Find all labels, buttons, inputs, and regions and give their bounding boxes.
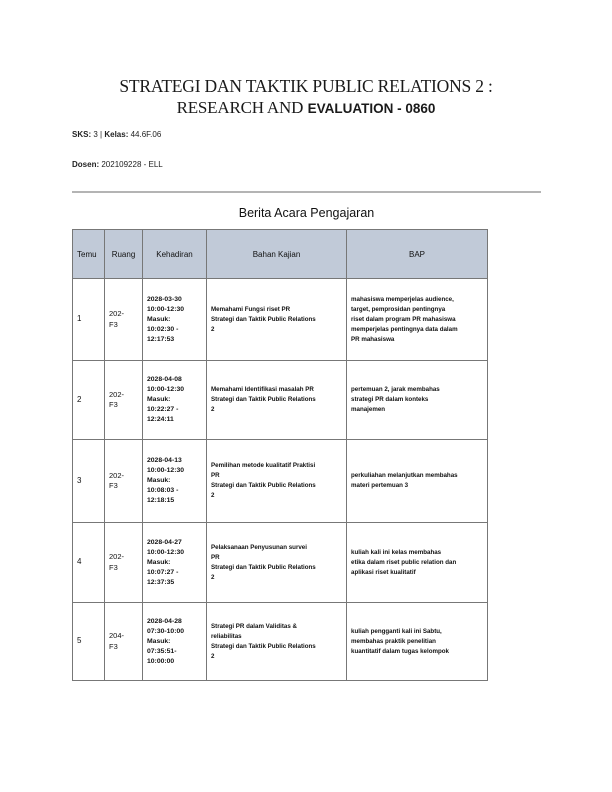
title-line-1: STRATEGI DAN TAKTIK PUBLIC RELATIONS 2 : bbox=[119, 76, 493, 96]
lecturer-meta bbox=[72, 160, 163, 169]
table-row bbox=[73, 603, 488, 681]
teaching-record-table bbox=[72, 229, 488, 681]
cell-bahan-kajian: Strategi PR dalam Validitas & reliabilitas Strategi dan Taktik Public Relations 2 bbox=[207, 603, 347, 681]
cell-ruang: 202- F3 bbox=[105, 279, 143, 361]
table-row bbox=[73, 440, 488, 523]
cell-temu: 5 bbox=[73, 603, 105, 681]
table-row bbox=[73, 523, 488, 603]
cell-bahan-kajian: Pemilihan metode kualitatif Praktisi PR Strategi dan Taktik Public Relations 2 bbox=[207, 440, 347, 523]
table-title: Berita Acara Pengajaran bbox=[238, 206, 375, 220]
header-temu: Temu bbox=[73, 230, 105, 279]
cell-ruang: 202- F3 bbox=[105, 440, 143, 523]
cell-bap: kuliah pengganti kali ini Sabtu, membahas praktik penelitian kuantitatif dalam tugas kelompok bbox=[347, 603, 488, 681]
table-row bbox=[73, 361, 488, 440]
cell-kehadiran: 2028-04-08 10:00-12:30 Masuk: 10:22:27 - 12:24:11 bbox=[143, 361, 207, 440]
header-bahan-kajian: Bahan Kajian bbox=[207, 230, 347, 279]
cell-bahan-kajian: Pelaksanaan Penyusunan survei PR Strategi dan Taktik Public Relations 2 bbox=[207, 523, 347, 603]
table-header-row bbox=[73, 230, 488, 279]
table-row bbox=[73, 279, 488, 361]
kelas-value: 44.6F.06 bbox=[130, 130, 162, 139]
course-meta bbox=[72, 130, 161, 139]
header-kehadiran: Kehadiran bbox=[143, 230, 207, 279]
cell-bahan-kajian: Memahami Fungsi riset PR Strategi dan Taktik Public Relations 2 bbox=[207, 279, 347, 361]
title-line-2-part-b: EVALUATION - 0860 bbox=[307, 101, 436, 116]
cell-kehadiran: 2028-04-13 10:00-12:30 Masuk: 10:08:03 - 12:18:15 bbox=[143, 440, 207, 523]
cell-kehadiran: 2028-04-27 10:00-12:30 Masuk: 10:07:27 - 12:37:35 bbox=[143, 523, 207, 603]
dosen-value: 202109228 - ELL bbox=[101, 160, 163, 169]
cell-ruang: 202- F3 bbox=[105, 361, 143, 440]
cell-bap: kuliah kali ini kelas membahas etika dalam riset public relation dan aplikasi riset kualitatif bbox=[347, 523, 488, 603]
cell-kehadiran: 2028-03-30 10:00-12:30 Masuk: 10:02:30 - 12:17:53 bbox=[143, 279, 207, 361]
header-ruang: Ruang bbox=[105, 230, 143, 279]
divider bbox=[72, 191, 541, 193]
title-line-2-part-a: RESEARCH AND bbox=[176, 98, 304, 117]
dosen-label: Dosen: bbox=[72, 160, 100, 169]
cell-ruang: 204- F3 bbox=[105, 603, 143, 681]
document-title bbox=[0, 76, 612, 120]
cell-bap: perkuliahan melanjutkan membahas materi pertemuan 3 bbox=[347, 440, 488, 523]
cell-temu: 3 bbox=[73, 440, 105, 523]
sks-label: SKS: bbox=[72, 130, 92, 139]
meta-separator: | bbox=[100, 130, 103, 139]
sks-value: 3 bbox=[93, 130, 98, 139]
cell-bahan-kajian: Memahami Identifikasi masalah PR Strategi dan Taktik Public Relations 2 bbox=[207, 361, 347, 440]
kelas-label: Kelas: bbox=[104, 130, 129, 139]
cell-temu: 4 bbox=[73, 523, 105, 603]
header-bap: BAP bbox=[347, 230, 488, 279]
title-line-2 bbox=[0, 97, 612, 120]
cell-bap: pertemuan 2, jarak membahas strategi PR dalam konteks manajemen bbox=[347, 361, 488, 440]
cell-ruang: 202- F3 bbox=[105, 523, 143, 603]
cell-kehadiran: 2028-04-28 07:30-10:00 Masuk: 07:35:51- 10:00:00 bbox=[143, 603, 207, 681]
cell-bap: mahasiswa memperjelas audience, target, pemprosidan pentingnya riset dalam program PR mahasiswa memperjelas pentingnya data dalam PR mahasiswa bbox=[347, 279, 488, 361]
cell-temu: 2 bbox=[73, 361, 105, 440]
cell-temu: 1 bbox=[73, 279, 105, 361]
